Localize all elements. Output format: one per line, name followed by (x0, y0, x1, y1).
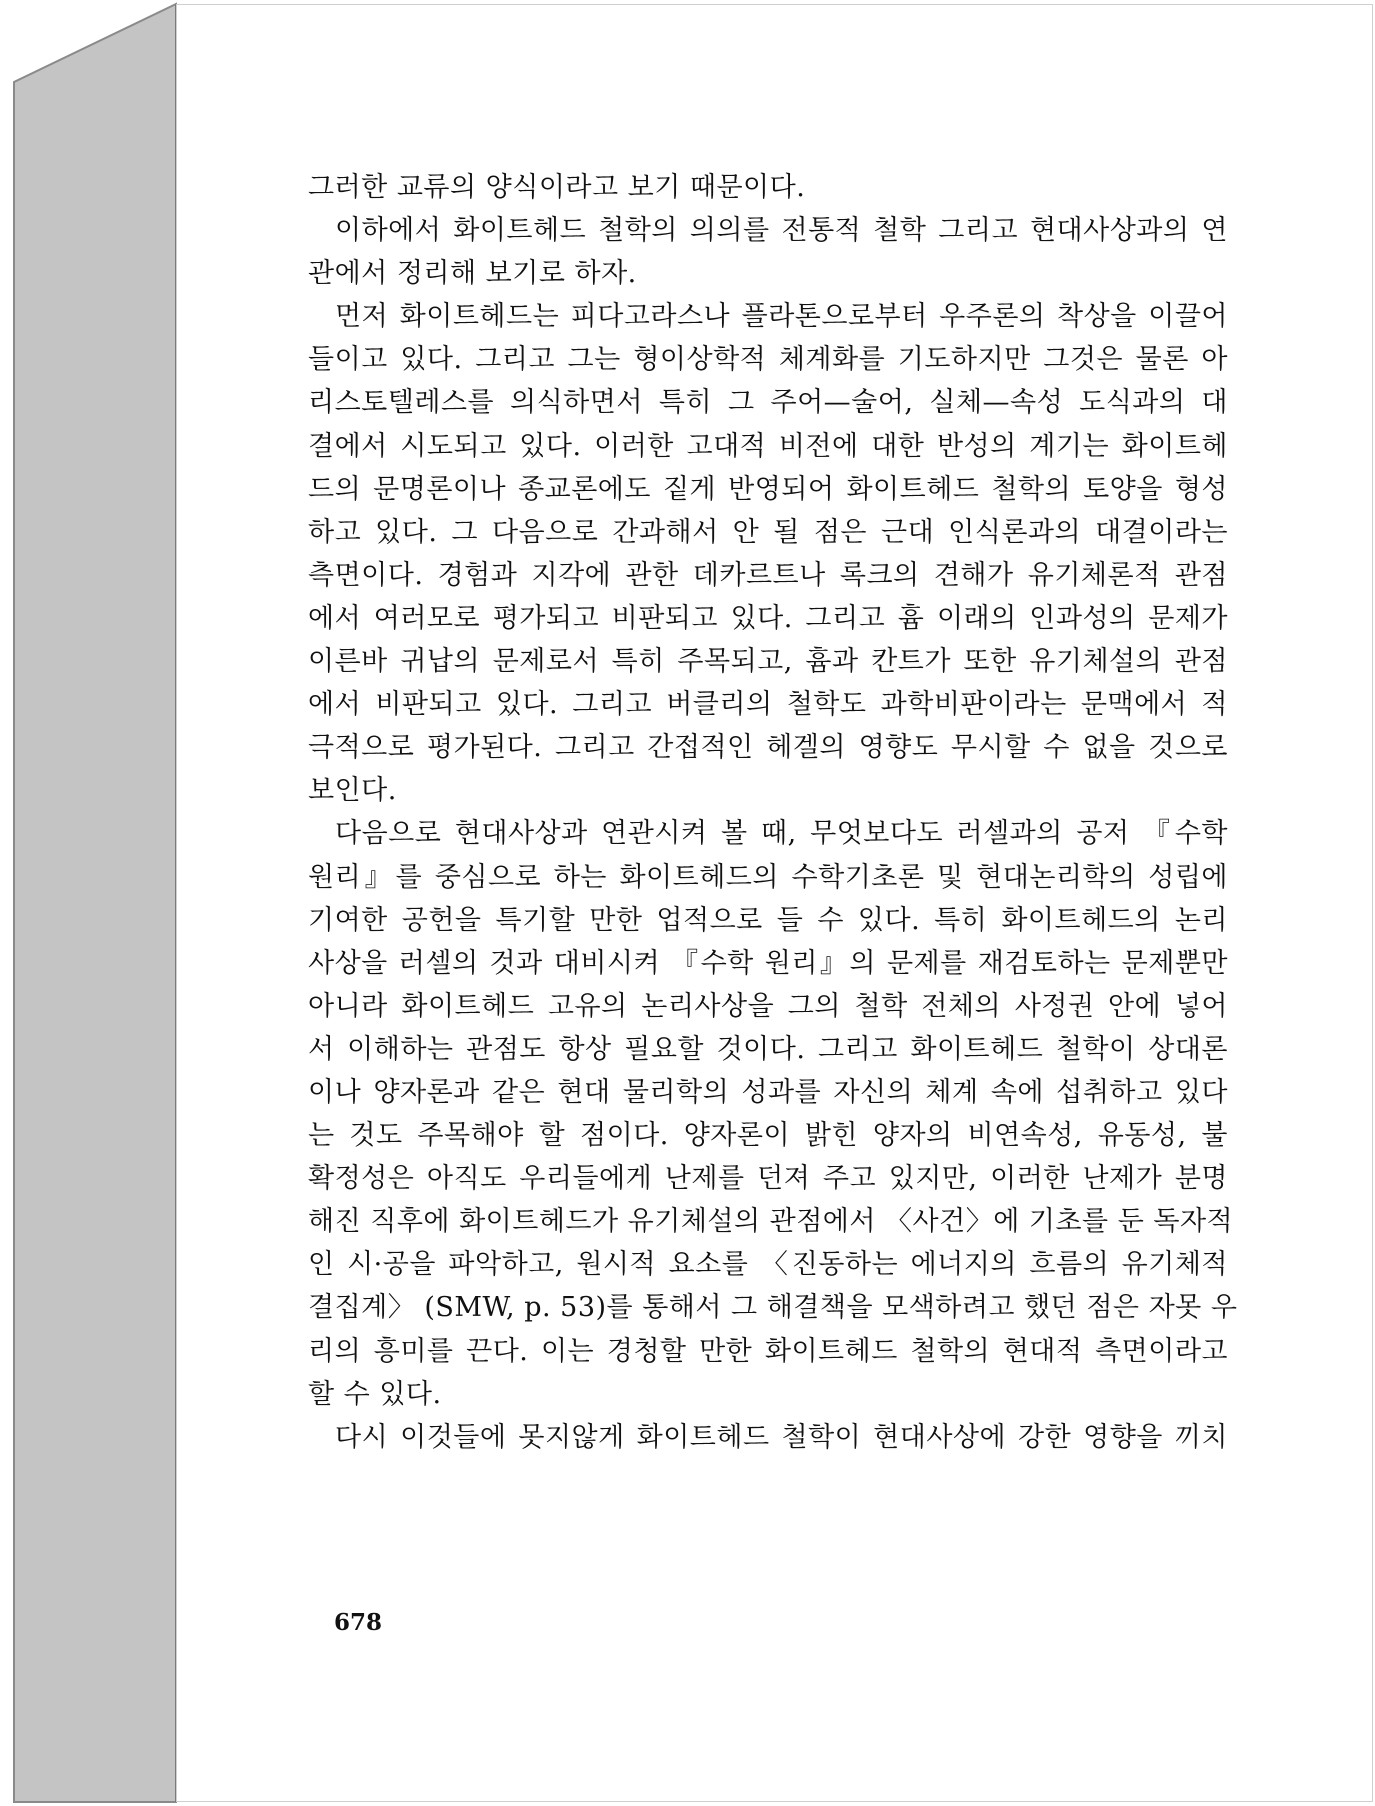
text-line: 아니라 화이트헤드 고유의 논리사상을 그의 철학 전체의 사정권 안에 넣어 (308, 990, 1228, 1022)
text-line: 원리』를 중심으로 하는 화이트헤드의 수학기초론 및 현대논리학의 성립에 (308, 861, 1228, 893)
book-page (176, 4, 1373, 1802)
page-number: 678 (334, 1609, 383, 1636)
text-line: 먼저 화이트헤드는 피다고라스나 플라톤으로부터 우주론의 착상을 이끌어 (335, 301, 1228, 333)
text-line: 하고 있다. 그 다음으로 간과해서 안 될 점은 근대 인식론과의 대결이라는 (308, 516, 1228, 548)
body-text (308, 166, 1238, 1459)
text-line: 사상을 러셀의 것과 대비시켜 『수학 원리』의 문제를 재검토하는 문제뿐만 (308, 947, 1228, 979)
text-line: 그러한 교류의 양식이라고 보기 때문이다. (308, 172, 806, 203)
text-line: 측면이다. 경험과 지각에 관한 데카르트나 록크의 견해가 유기체론적 관점 (308, 559, 1228, 591)
text-line: 이하에서 화이트헤드 철학의 의의를 전통적 철학 그리고 현대사상과의 연 (335, 215, 1228, 247)
text-line: 확정성은 아직도 우리들에게 난제를 던져 주고 있지만, 이러한 난제가 분명 (308, 1163, 1228, 1195)
text-line: 리의 흥미를 끈다. 이는 경청할 만한 화이트헤드 철학의 현대적 측면이라고 (308, 1335, 1228, 1367)
text-line: 이른바 귀납의 문제로서 특히 주목되고, 흄과 칸트가 또한 유기체설의 관점 (308, 646, 1228, 678)
text-line: 기여한 공헌을 특기할 만한 업적으로 들 수 있다. 특히 화이트헤드의 논리 (308, 904, 1228, 936)
text-line: 에서 비판되고 있다. 그리고 버클리의 철학도 과학비판이라는 문맥에서 적 (308, 689, 1228, 721)
text-line: 극적으로 평가된다. 그리고 간접적인 헤겔의 영향도 무시할 수 없을 것으로 (308, 732, 1228, 764)
text-line: 리스토텔레스를 의식하면서 특히 그 주어—술어, 실체—속성 도식과의 대 (308, 387, 1228, 419)
text-line: 인 시·공을 파악하고, 원시적 요소를 〈진동하는 에너지의 흐름의 유기체적 (308, 1249, 1228, 1281)
text-line: 관에서 정리해 보기로 하자. (308, 258, 637, 290)
text-line: 결에서 시도되고 있다. 이러한 고대적 비전에 대한 반성의 계기는 화이트헤 (308, 430, 1228, 462)
text-line: 는 것도 주목해야 할 점이다. 양자론이 밝힌 양자의 비연속성, 유동성, 불 (308, 1120, 1228, 1152)
text-line: 드의 문명론이나 종교론에도 짙게 반영되어 화이트헤드 철학의 토양을 형성 (308, 473, 1228, 505)
text-line: 해진 직후에 화이트헤드가 유기체설의 관점에서 〈사건〉에 기초를 둔 독자적 (308, 1206, 1234, 1238)
text-line: 다음으로 현대사상과 연관시켜 볼 때, 무엇보다도 러셀과의 공저 『수학 (335, 818, 1228, 850)
text-line: 결집계〉 (SMW, p. 53)를 통해서 그 해결책을 모색하려고 했던 점은 자못 우 (308, 1292, 1238, 1324)
text-line: 서 이해하는 관점도 항상 필요할 것이다. 그리고 화이트헤드 철학이 상대론 (308, 1033, 1228, 1065)
text-line: 에서 여러모로 평가되고 비판되고 있다. 그리고 흄 이래의 인과성의 문제가 (308, 602, 1228, 634)
text-line: 들이고 있다. 그리고 그는 형이상학적 체계화를 기도하지만 그것은 물론 아 (308, 344, 1228, 376)
text-line: 다시 이것들에 못지않게 화이트헤드 철학이 현대사상에 강한 영향을 끼치 (335, 1421, 1228, 1453)
text-line: 할 수 있다. (308, 1378, 442, 1410)
text-line: 보인다. (308, 775, 397, 807)
text-line: 이나 양자론과 같은 현대 물리학의 성과를 자신의 체계 속에 섭취하고 있다 (308, 1076, 1228, 1108)
